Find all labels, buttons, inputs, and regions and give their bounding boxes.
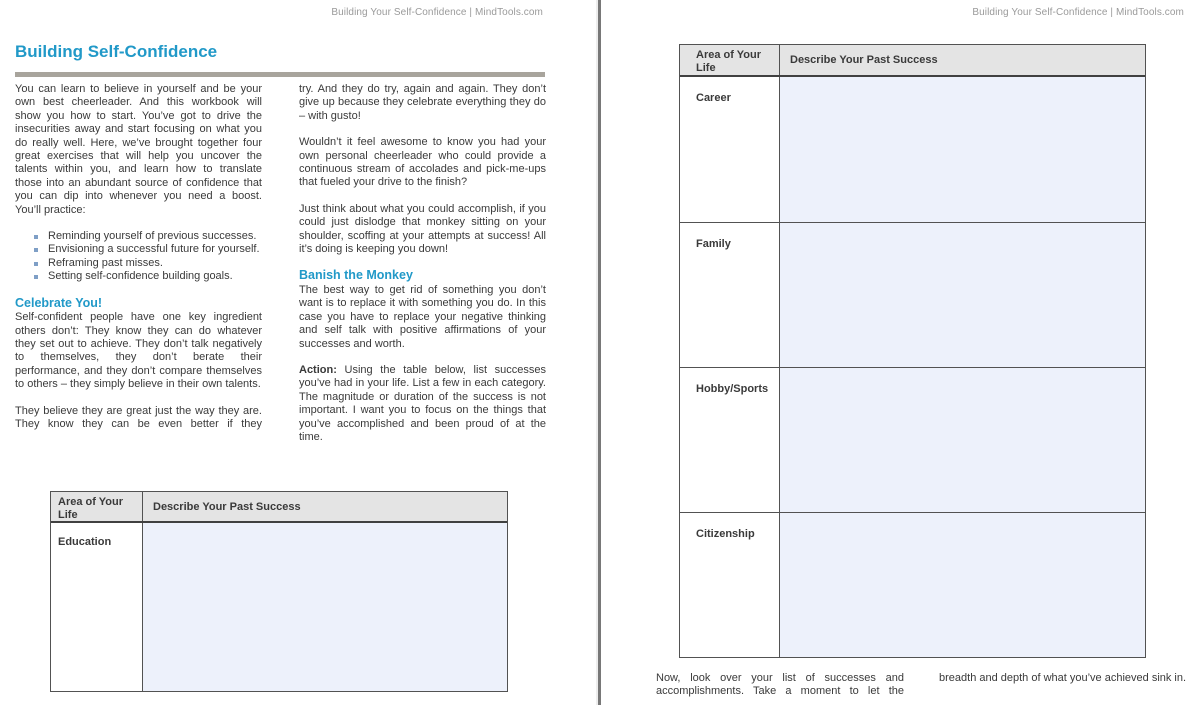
answer-field-career[interactable]: [780, 77, 1145, 222]
column-header-describe-your-past-success: Describe Your Past Success: [790, 54, 938, 66]
table-row: [680, 77, 1145, 222]
table-header-row: [680, 45, 1145, 77]
running-header: Building Your Self-Confidence | MindTools.com: [972, 7, 1184, 18]
successes-table-page2: [679, 44, 1146, 658]
paragraph: The best way to get rid of something you don’t want is to replace it with something you do. In this case you have to replace your negative thinking and self talk with positive affirmations of your successes and worth.: [299, 283, 546, 350]
page-1: [0, 0, 596, 705]
page1-left-column: [15, 83, 262, 457]
row-label-hobby-sports: Hobby/Sports: [680, 368, 780, 512]
table-header-row: [51, 492, 507, 523]
section-heading-banish-the-monkey: Banish the Monkey: [299, 268, 413, 283]
action-text: Using the table below, list successes you’ve had in your life. List a few in each category. The magnitude or duration of the success is not important. I want you to focus on the things that you’ve accomplished and been proud of at the time.: [299, 363, 546, 443]
row-label-family: Family: [680, 223, 780, 367]
practice-list: [15, 230, 262, 284]
title-rule: [15, 72, 545, 77]
successes-table-page1: [50, 491, 508, 692]
page-title: Building Self-Confidence: [15, 42, 218, 61]
page-2: [601, 0, 1200, 705]
answer-field-hobby-sports[interactable]: [780, 368, 1145, 512]
intro-paragraph: You can learn to believe in yourself and be your own best cheerleader. And this workbook will show you how to start. You’ve got to drive the insecurities away and start focusing on what you do really well. Here, we’ve brought together four great exercises that will help you uncover the talents within you, and learn how to translate those into an abundant source of confidence that you can dip into whenever you need a boost. You’ll practice:: [15, 83, 262, 216]
row-label-citizenship: Citizenship: [680, 513, 780, 657]
table-row: [680, 512, 1145, 657]
column-header-area-of-your-life: Area of Your Life: [680, 45, 780, 75]
page1-text-columns: [15, 83, 546, 457]
paragraph: Wouldn’t it feel awesome to know you had your own personal cheerleader who could provide a continuous stream of accolades and pick-me-ups that fueled your drive to the finish?: [299, 136, 546, 189]
action-paragraph: [299, 364, 546, 444]
row-label-career: Career: [680, 77, 780, 222]
table-row: [680, 367, 1145, 512]
celebrate-paragraph-1: Self-confident people have one key ingredient others don’t: They know they can do whatever they set out to achieve. They don’t talk negatively to themselves, they don’t berate their performance, and they don’t compare themselves to others – they simply believe in their own talents.: [15, 311, 262, 391]
page2-text-columns: [656, 672, 1187, 699]
paragraph: try. And they do try, again and again. They don’t give up because they celebrate everything they do – with gusto!: [299, 83, 546, 122]
action-label: Action:: [299, 363, 337, 376]
bullet-item: Setting self-confidence building goals.: [33, 270, 262, 283]
answer-field-citizenship[interactable]: [780, 513, 1145, 657]
bullet-item: Reframing past misses.: [33, 257, 262, 270]
bullet-item: Envisioning a successful future for yourself.: [33, 243, 262, 256]
running-header: Building Your Self-Confidence | MindTools.com: [331, 7, 543, 18]
table-row: [680, 222, 1145, 367]
celebrate-paragraph-2: They believe they are great just the way they are. They know they can be even better if they: [15, 404, 262, 430]
column-header-describe-your-past-success: Describe Your Past Success: [153, 500, 301, 513]
footer-paragraph-left: Now, look over your list of successes and accomplishments. Take a moment to let the: [656, 672, 904, 698]
bullet-item: Reminding yourself of previous successes.: [33, 230, 262, 243]
table-row: [51, 523, 507, 691]
answer-field-family[interactable]: [780, 223, 1145, 367]
paragraph: Just think about what you could accomplish, if you could just dislodge that monkey sitting on your shoulder, scoffing at your attempts at success! All it’s doing is keeping you down!: [299, 202, 546, 256]
column-header-area-of-your-life: Area of Your Life: [51, 492, 143, 521]
page1-right-column: [299, 83, 546, 457]
row-label-education: Education: [51, 523, 143, 691]
answer-field-education[interactable]: [143, 523, 507, 691]
footer-paragraph-right: breadth and depth of what you’ve achieved sink in.: [939, 672, 1187, 684]
section-heading-celebrate-you: Celebrate You!: [15, 295, 103, 310]
